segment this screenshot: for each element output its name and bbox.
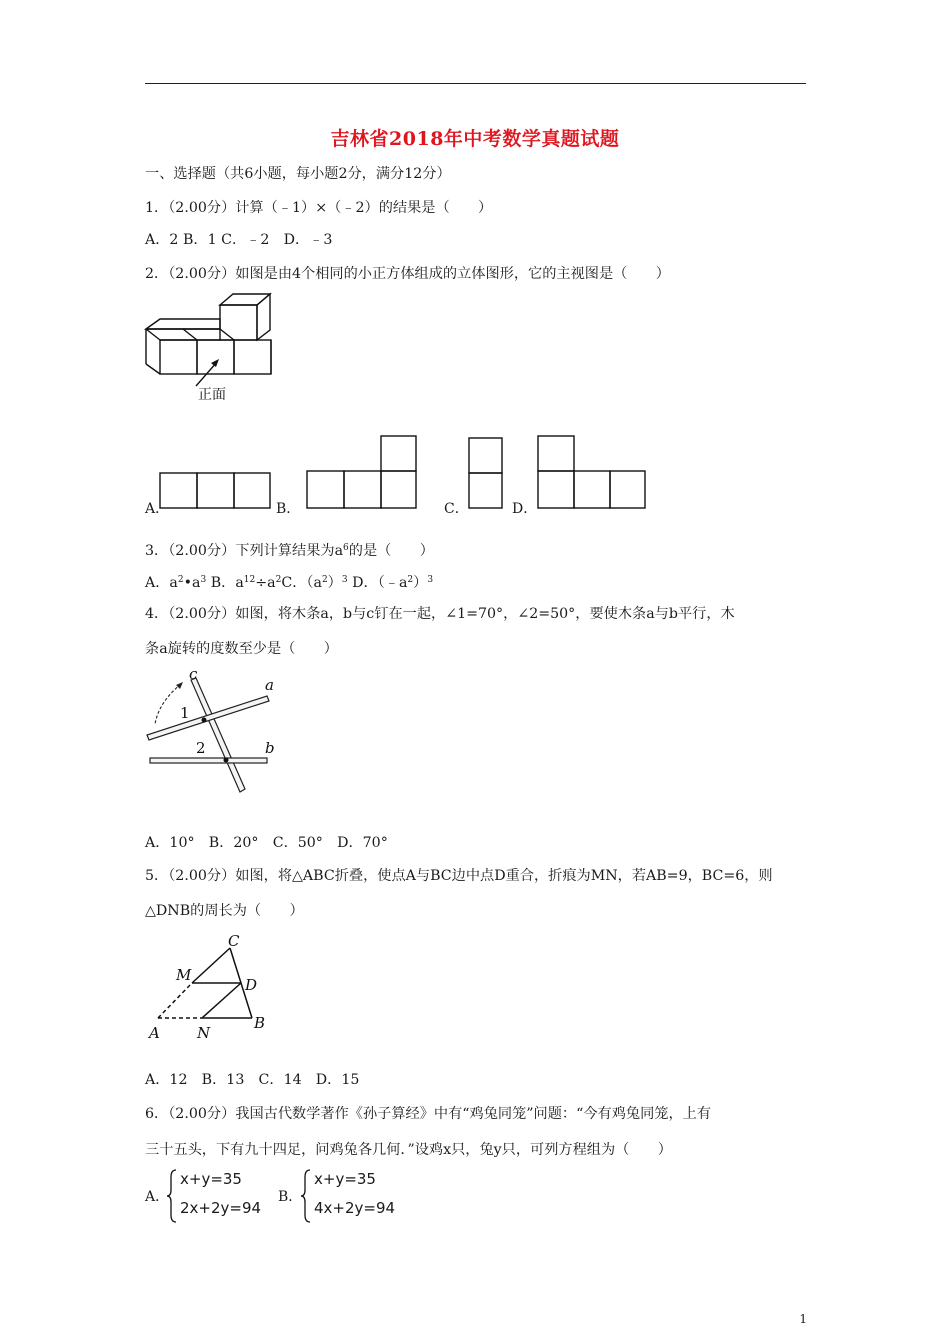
q4-wood-strips-figure: [145, 666, 285, 806]
q6-stem-line-2: 三十五头，下有九十四足，问鸡兔各几何．”设鸡x只，兔y只，可列方程组为（ ）: [145, 1142, 672, 1158]
brace-icon: [166, 1168, 178, 1224]
q6-option-b-label: B．: [278, 1189, 303, 1205]
exponent: 2: [321, 575, 328, 585]
exponent: 3: [427, 575, 434, 585]
point-n-label: N: [197, 1024, 211, 1042]
q2-cube-figure: [140, 292, 280, 407]
q4-stem-line-2: 条a旋转的度数至少是（ ）: [145, 641, 338, 657]
rotation-arc: [155, 684, 181, 724]
q3-option-b: B．a: [206, 575, 244, 591]
point-c-label: C: [228, 932, 240, 950]
q3-option-a-mid: •a: [183, 575, 201, 591]
q3-option-c: C．（a: [281, 575, 322, 591]
q1-stem: 1．（2.00分）计算（﹣1）×（﹣2）的结果是（ ）: [145, 200, 493, 216]
exponent: 3: [200, 575, 207, 585]
exponent: 2: [407, 575, 414, 585]
q3-option-d: D．（﹣a: [347, 575, 408, 591]
q3-option-c-mid: ）: [327, 575, 342, 591]
exponent: 2: [275, 575, 282, 585]
section-heading: 一、选择题（共6小题，每小题2分，满分12分）: [145, 166, 451, 182]
point-d-label: D: [245, 976, 258, 994]
angle-2-label: 2: [196, 739, 206, 757]
label-c: c: [189, 666, 198, 683]
q3-options: [145, 570, 433, 593]
q6-stem-line-1: 6．（2.00分）我国古代数学著作《孙子算经》中有“鸡兔同笼”问题：“今有鸡兔同笼，上有: [145, 1106, 712, 1122]
q2-option-c-label: C．: [444, 501, 469, 517]
q4-stem-line-1: 4．（2.00分）如图，将木条a，b与c钉在一起，∠1=70°，∠2=50°，要使木条a与b平行，木: [145, 606, 735, 622]
exponent: 3: [341, 575, 348, 585]
q5-triangle-figure: [145, 930, 275, 1045]
q5-options: A．12 B．13 C．14 D．15: [145, 1072, 360, 1088]
q6-option-b-eq1: x+y=35: [314, 1170, 376, 1188]
arrow-head-icon: [211, 359, 219, 367]
q3-stem-exponent: 6: [343, 543, 349, 553]
q3-stem-text: 3．（2.00分）下列计算结果为a: [145, 543, 344, 559]
q3-option-a: A．a: [145, 575, 178, 591]
page-title: 吉林省2018年中考数学真题试题: [330, 128, 620, 150]
q2-option-c-figure: [466, 436, 506, 512]
point-m-label: M: [176, 966, 192, 984]
front-label: 正面: [198, 387, 226, 403]
q2-stem: 2．（2.00分）如图是由4个相同的小正方体组成的立体图形，它的主视图是（ ）: [145, 266, 670, 282]
q2-option-b-figure: [304, 434, 419, 512]
exponent: 12: [243, 575, 256, 585]
q2-option-b-label: B．: [276, 501, 301, 517]
page-number: 1: [799, 1312, 807, 1326]
q5-stem-line-1: 5．（2.00分）如图，将△ABC折叠，使点A与BC边中点D重合，折痕为MN，若AB=9，BC=6，则: [145, 868, 773, 884]
strip-c: [191, 678, 245, 792]
q2-option-d-figure: [535, 434, 649, 512]
q6-option-a-eq1: x+y=35: [180, 1170, 242, 1188]
q2-option-a-figure: [158, 470, 274, 512]
angle-1-label: 1: [180, 704, 190, 722]
label-a: a: [265, 676, 274, 694]
q2-option-a-label: A．: [145, 501, 170, 517]
q6-option-a-eq2: 2x+2y=94: [180, 1199, 262, 1217]
q2-option-d-label: D．: [512, 501, 538, 517]
q6-option-b-eq2: 4x+2y=94: [314, 1199, 396, 1217]
q3-stem: [145, 538, 434, 561]
q3-option-d-mid: ）: [413, 575, 428, 591]
point-b-label: B: [254, 1014, 266, 1032]
q6-option-a-label: A．: [145, 1189, 170, 1205]
q1-options: A．2 B．1 C．﹣2 D．﹣3: [145, 232, 333, 248]
exponent: 2: [177, 575, 184, 585]
brace-icon: [300, 1168, 312, 1224]
q5-stem-line-2: △DNB的周长为（ ）: [145, 903, 304, 919]
q3-stem-text-end: 的是（ ）: [348, 543, 434, 559]
q4-options: A．10° B．20° C．50° D．70°: [145, 835, 388, 851]
point-a-label: A: [149, 1024, 160, 1042]
strip-a: [147, 696, 269, 740]
nail-icon: [202, 718, 207, 723]
label-b: b: [265, 739, 275, 757]
q3-option-b-mid: ÷a: [255, 575, 276, 591]
nail-icon: [224, 758, 229, 763]
header-rule: [145, 83, 806, 84]
strip-b: [150, 758, 267, 763]
